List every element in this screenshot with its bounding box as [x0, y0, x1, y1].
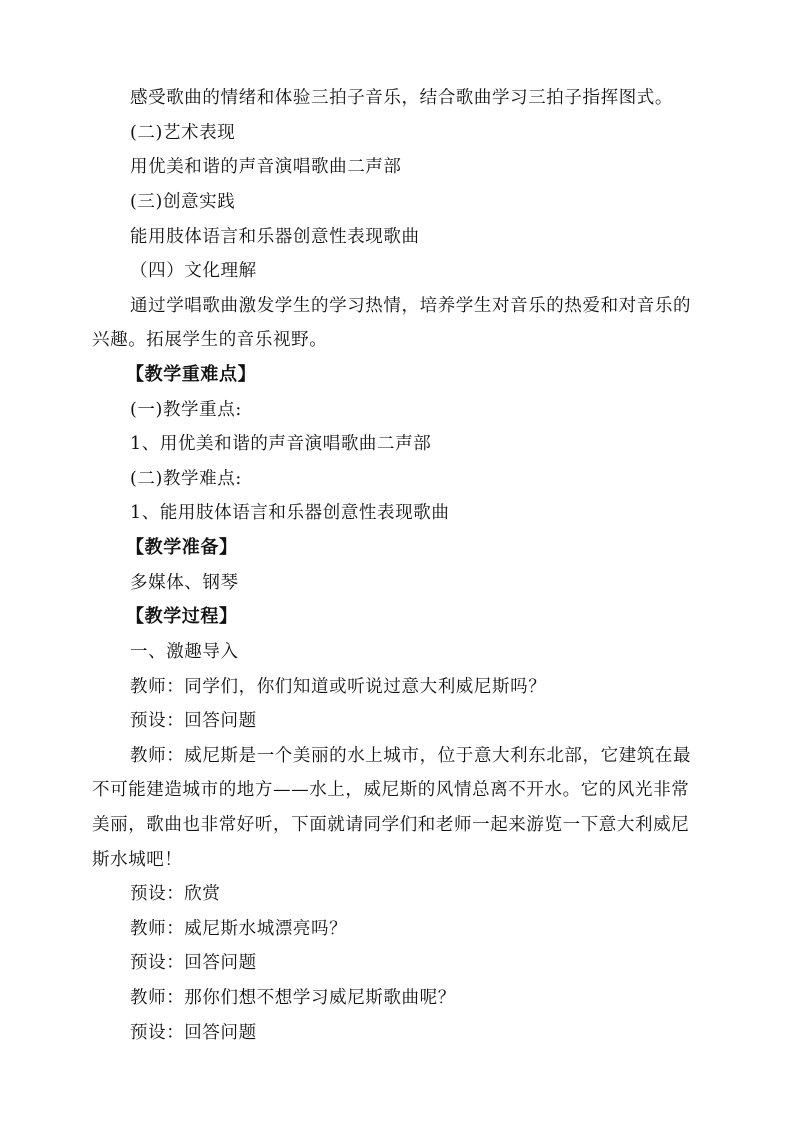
- key-point-1: 1、用优美和谐的声音演唱歌曲二声部: [130, 434, 432, 454]
- heading-key-points: 【教学重难点】: [126, 364, 257, 385]
- teacher-line-1: 教师：同学们，你们知道或听说过意大利威尼斯吗？: [130, 677, 547, 697]
- expected-response-2: 预设：欣赏: [130, 884, 221, 904]
- teacher-line-2-part-2: 不可能建造城市的地方——水上，威尼斯的风情总离不开水。它的风光非常: [92, 780, 690, 800]
- creative-practice-text: 能用肢体语言和乐器创意性表现歌曲: [130, 227, 420, 247]
- objective-emotion-text: 感受歌曲的情绪和体验三拍子音乐，结合歌曲学习三拍子指挥图式。: [130, 88, 673, 108]
- subheading-difficulty: (二)教学难点:: [130, 469, 242, 489]
- section-cultural-understanding: （四）文化理解: [130, 261, 257, 281]
- preparation-text: 多媒体、钢琴: [130, 573, 239, 593]
- teacher-line-4: 教师：那你们想不想学习威尼斯歌曲呢？: [130, 988, 456, 1008]
- expected-response-4: 预设：回答问题: [130, 1023, 257, 1043]
- section-creative-practice: (三)创意实践: [130, 192, 236, 212]
- cultural-understanding-text-2: 兴趣。拓展学生的音乐视野。: [92, 330, 328, 350]
- heading-preparation: 【教学准备】: [126, 537, 238, 558]
- difficulty-1: 1、能用肢体语言和乐器创意性表现歌曲: [130, 503, 450, 523]
- teacher-line-2-part-3: 美丽，歌曲也非常好听，下面就请同学们和老师一起来游览一下意大利威尼: [92, 815, 690, 835]
- artistic-expression-text: 用优美和谐的声音演唱歌曲二声部: [130, 157, 402, 177]
- expected-response-3: 预设：回答问题: [130, 953, 257, 973]
- teacher-line-3: 教师：威尼斯水城漂亮吗？: [130, 919, 348, 939]
- teacher-line-2-part-4: 斯水城吧！: [92, 850, 183, 870]
- process-step-intro: 一、激趣导入: [130, 642, 239, 662]
- cultural-understanding-text-1: 通过学唱歌曲激发学生的学习热情，培养学生对音乐的热爱和对音乐的: [130, 296, 692, 316]
- expected-response-1: 预设：回答问题: [130, 711, 257, 731]
- teacher-line-2-part-1: 教师：威尼斯是一个美丽的水上城市，位于意大利东北部，它建筑在最: [130, 746, 692, 766]
- section-artistic-expression: (二)艺术表现: [130, 123, 236, 143]
- subheading-key-point: (一)教学重点:: [130, 400, 242, 420]
- heading-teaching-process: 【教学过程】: [126, 606, 238, 627]
